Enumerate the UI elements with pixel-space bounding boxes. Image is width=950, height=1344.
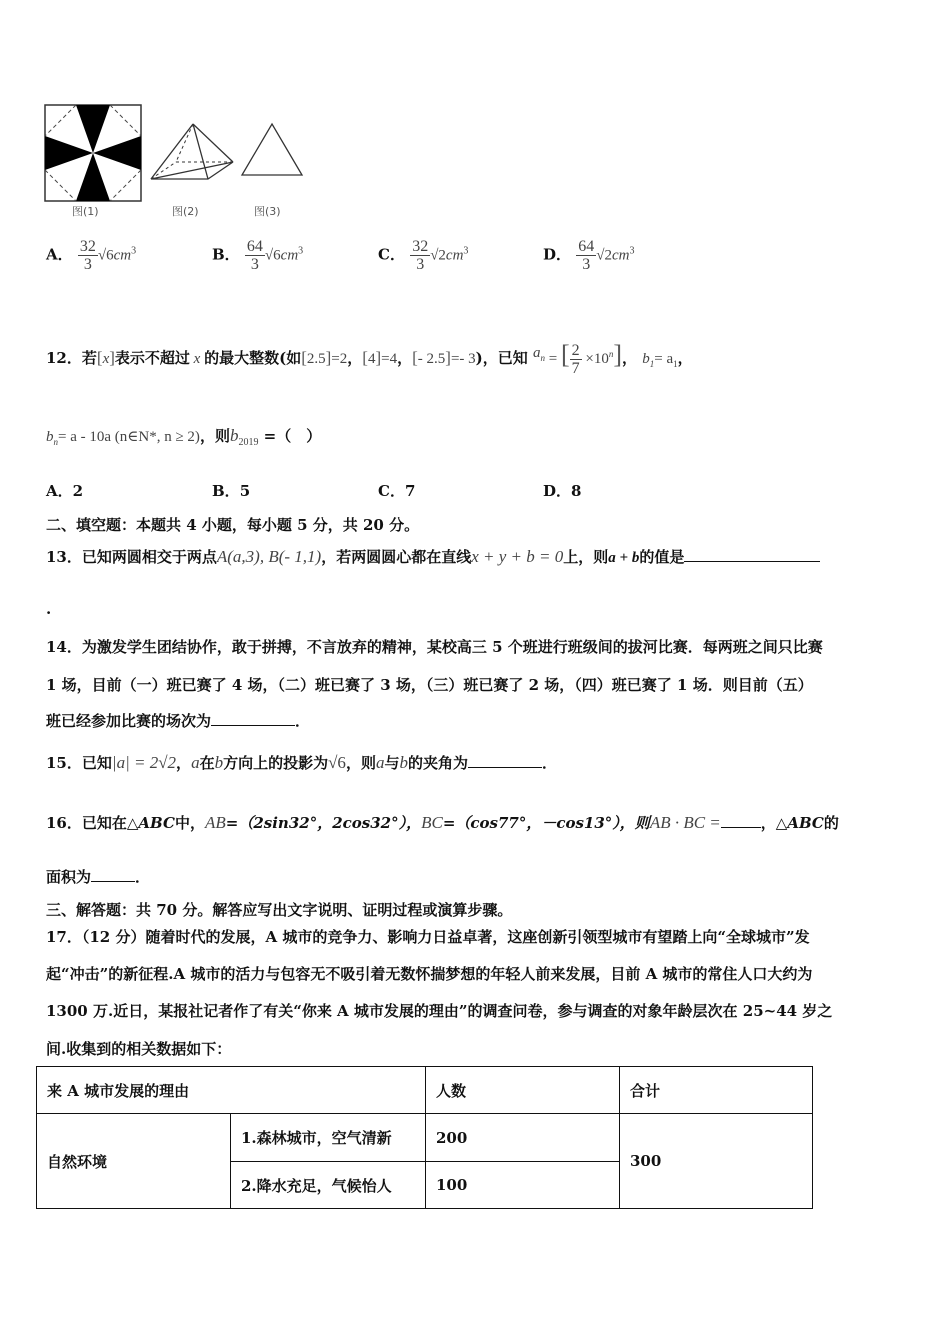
reason-cell: 2.降水充足，气候怡人 (231, 1162, 426, 1209)
q17-line-4: 间.收集到的相关数据如下： (46, 1040, 232, 1058)
category-cell: 自然环境 (37, 1114, 231, 1209)
option-label: A． (46, 245, 73, 264)
count-cell: 100 (426, 1162, 620, 1209)
q17-line-1: 17．（12 分）随着时代的发展，A 城市的竞争力、影响力日益卓著，这座创新引领型城市有望踏上向“全球城市”发 (46, 928, 810, 946)
fraction: $\frac{32}{3}$ (412, 238, 429, 273)
q12-line-2: $b_n= a - 10a$ (n∈N*, n ≥ 2)，则$b_{2019}$ =（ ） (46, 426, 322, 448)
q16-line-1: 16．已知在△ABC中，AB=（2sin32°，2cos32°），BC=（cos77°，－cos13°），则AB · BC = ，△ABC的 (46, 813, 839, 832)
q12-option-b[interactable]: B．5 (212, 482, 251, 500)
table-row (37, 1114, 813, 1162)
q14-line-1: 14．为激发学生团结协作，敢于拼搏，不言放弃的精神，某校高三 5 个班进行班级间的拔河比赛．每两班之间只比赛 (46, 638, 823, 656)
figure-caption-1: 图(1) (72, 205, 99, 218)
q12-option-d[interactable]: D．8 (543, 482, 582, 500)
figure-3-triangle (240, 122, 304, 178)
q12-option-a[interactable]: A．2 (46, 482, 84, 500)
fraction: $\frac{32}{3}$ (79, 238, 96, 273)
header-total: 合计 (620, 1067, 813, 1114)
q12-line-1: 12．若[x]表示不超过 x 的最大整数(如[2.5]=2，[4]=4，[- 2.5]=- 3)，已知 $a_n$ = [ $\frac{2}{7}$ $\times 10^n$]， $b_1= a_1$， (46, 340, 693, 377)
figure-caption-3: 图(3) (254, 205, 281, 218)
answer-blank[interactable] (684, 547, 820, 562)
q17-line-3: 1300 万.近日，某报社记者作了有关“你来 A 城市发展的理由”的调查问卷，参与调查的对象年龄层次在 25~44 岁之 (46, 1002, 833, 1020)
figure-1-square-pattern (44, 104, 142, 202)
q14-line-3: 班已经参加比赛的场次为 ． (46, 712, 311, 730)
count-cell: 200 (426, 1114, 620, 1162)
q12-option-c[interactable]: C．7 (378, 482, 416, 500)
header-reason: 来 A 城市发展的理由 (37, 1067, 426, 1114)
header-count: 人数 (426, 1067, 620, 1114)
option-label: C． (378, 245, 405, 264)
figure-2-pyramid (148, 122, 236, 182)
fraction: $\frac{64}{3}$ (578, 238, 595, 273)
answer-blank[interactable] (468, 753, 542, 768)
figure-caption-2: 图(2) (172, 205, 199, 218)
option-label: B． (212, 245, 240, 264)
reason-cell: 1.森林城市，空气清新 (231, 1114, 426, 1162)
q13-tail: . (46, 600, 52, 618)
option-label: D． (543, 245, 572, 264)
answer-blank[interactable] (211, 711, 295, 726)
section-3-heading: 三、解答题：共 70 分。解答应写出文字说明、证明过程或演算步骤。 (46, 901, 513, 919)
total-cell: 300 (620, 1114, 813, 1209)
survey-table (36, 1066, 813, 1209)
answer-blank[interactable] (91, 867, 135, 882)
q11-option-a[interactable]: A． $\frac{32}{3}$ $√6cm^3$ (46, 238, 137, 273)
q11-option-d[interactable]: D． $\frac{64}{3}$ $√2cm^3$ (543, 238, 635, 273)
section-2-heading: 二、填空题：本题共 4 小题，每小题 5 分，共 20 分。 (46, 516, 420, 534)
q11-option-b[interactable]: B． $\frac{64}{3}$ $√6cm^3$ (212, 238, 304, 273)
fraction: $\frac{64}{3}$ (246, 238, 263, 273)
q14-line-2: 1 场，目前（一）班已赛了 4 场，（二）班已赛了 3 场，（三）班已赛了 2 场，（四）班已赛了 1 场．则目前（五） (46, 676, 813, 694)
q17-line-2: 起“冲击”的新征程.A 城市的活力与包容无不吸引着无数怀揣梦想的年轻人前来发展，目前 A 城市的常住人口大约为 (46, 965, 813, 983)
q15-text: 15．已知|a| = 2√2，a在b方向上的投影为√6，则a与b的夹角为 ． (46, 753, 557, 772)
q11-option-c[interactable]: C． $\frac{32}{3}$ $√2cm^3$ (378, 238, 469, 273)
q16-line-2: 面积为 ． (46, 868, 151, 886)
table-header-row (37, 1067, 813, 1114)
q13-text: 13．已知两圆相交于两点A(a,3), B(- 1,1)，若两圆圆心都在直线x + y + b = 0上，则a + b的值是 (46, 546, 820, 567)
answer-blank[interactable] (721, 813, 761, 828)
